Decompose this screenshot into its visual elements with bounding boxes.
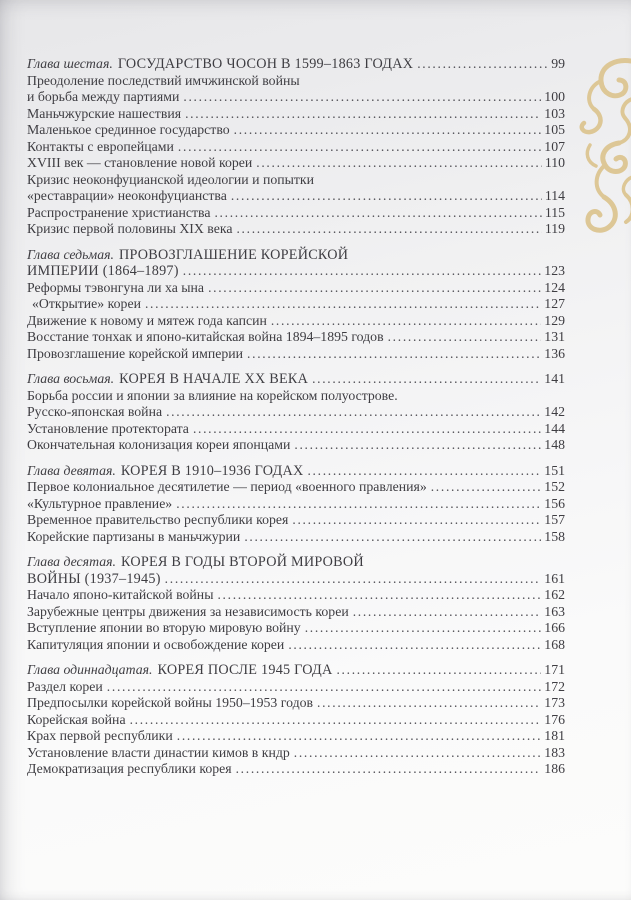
- dot-leader: [177, 728, 542, 745]
- dot-leader: [353, 604, 542, 621]
- page-number: 148: [544, 437, 565, 452]
- page-number: 151: [544, 462, 565, 478]
- chapter-title: КОРЕЯ В 1910–1936 ГОДАХ: [120, 462, 304, 479]
- dot-leader: [178, 139, 541, 156]
- page-number: 107: [544, 138, 565, 154]
- toc-entry-row: [27, 421, 565, 438]
- toc-entry-title: Вступление японии во вторую мировую войну: [27, 620, 301, 635]
- toc-entry-title: Зарубежные центры движения за независимость кореи: [27, 603, 349, 619]
- page-number: 103: [544, 105, 565, 121]
- dot-leader: [288, 637, 541, 654]
- toc-section: [27, 371, 565, 454]
- page-number: 157: [544, 512, 565, 527]
- toc: [27, 56, 565, 787]
- toc-entry-title: Первое колониальное десятилетие — период «военного правления»: [27, 479, 427, 494]
- toc-entry-row: [27, 404, 565, 421]
- page-number: 129: [544, 312, 565, 328]
- page-number: 171: [544, 662, 565, 677]
- toc-entry-title: Контакты с европейцами: [27, 138, 174, 154]
- page-number: 119: [544, 221, 565, 236]
- toc-section: [27, 662, 565, 778]
- chapter-title: ПРОВОЗГЛАШЕНИЕ КОРЕЙСКОЙ: [119, 246, 349, 263]
- toc-entry-row: [27, 89, 565, 106]
- dot-leader: [292, 512, 541, 529]
- page-number: 142: [544, 404, 565, 419]
- page-number: 131: [544, 329, 565, 344]
- dot-leader: [107, 679, 542, 696]
- page-number: 162: [544, 587, 565, 602]
- toc-entry-row: [27, 479, 565, 496]
- dot-leader: [217, 587, 541, 604]
- page-number: 158: [544, 528, 565, 544]
- page-number: 99: [551, 56, 565, 71]
- toc-entry-title: Раздел кореи: [27, 678, 103, 694]
- page-number: 181: [544, 728, 565, 743]
- page-number: 136: [544, 345, 565, 361]
- chapter-title: ИМПЕРИИ (1864–1897): [27, 263, 179, 279]
- page-number: 110: [544, 155, 565, 170]
- toc-entry-row: [27, 728, 565, 745]
- toc-entry-row: [27, 587, 565, 604]
- toc-entry-row: [27, 122, 565, 139]
- toc-entry-title: Установление протектората: [27, 420, 189, 436]
- page-number: 176: [544, 711, 565, 727]
- toc-entry-row: [27, 205, 565, 222]
- toc-entry-row: [27, 313, 565, 330]
- toc-heading-row: [27, 554, 565, 571]
- chapter-label: Глава девятая.: [27, 462, 116, 478]
- page-number: 161: [544, 570, 565, 586]
- chapter-title: ВОЙНЫ (1937–1945): [27, 570, 161, 587]
- chapter-label: Глава восьмая.: [27, 371, 115, 386]
- dot-leader: [166, 404, 541, 421]
- dot-leader: [307, 463, 541, 480]
- toc-entry-row: [27, 529, 565, 546]
- toc-entry-title: Корейские партизаны в маньчжурии: [27, 528, 241, 544]
- dot-leader: [208, 280, 541, 297]
- toc-entry-row: [27, 761, 565, 778]
- toc-entry-row: [27, 155, 565, 172]
- toc-section: [27, 56, 565, 238]
- toc-entry-title: «Открытие» кореи: [32, 296, 141, 311]
- dot-leader: [247, 346, 541, 363]
- toc-entry-title: Временное правительство республики корея: [27, 512, 289, 527]
- toc-entry-title: Движение к новому и мятеж года капсин: [27, 312, 267, 328]
- toc-entry-row: [27, 512, 565, 529]
- toc-entry-title: Русско-японская война: [27, 404, 163, 419]
- toc-entry-row: [27, 437, 565, 454]
- dot-leader: [417, 56, 548, 73]
- page-number: 168: [544, 636, 565, 652]
- dot-leader: [388, 329, 542, 346]
- dot-leader: [234, 122, 542, 139]
- toc-entry-row: [27, 388, 565, 405]
- toc-entry-title: XVIII век — становление новой кореи: [27, 155, 253, 170]
- page-number: 114: [544, 188, 565, 203]
- toc-section: [27, 463, 565, 546]
- dot-leader: [236, 221, 541, 238]
- toc-heading-row: [27, 263, 565, 280]
- chapter-label: Глава десятая.: [27, 554, 116, 569]
- gold-scroll-ornament: [576, 56, 631, 238]
- chapter-title: ГОСУДАРСТВО ЧОСОН В 1599–1863 ГОДАХ: [117, 56, 414, 72]
- toc-entry-row: [27, 604, 565, 621]
- toc-entry-title: Провозглашение корейской империи: [27, 345, 244, 361]
- toc-section: [27, 247, 565, 363]
- toc-heading-row: [27, 463, 565, 480]
- dot-leader: [236, 761, 542, 778]
- toc-entry-title: Восстание тонхак и японо-китайская война 1894–1895 годов: [27, 329, 384, 344]
- toc-entry-title: Кризис неоконфуцианской идеологии и попытки: [27, 171, 314, 187]
- dot-leader: [271, 313, 541, 330]
- chapter-title: КОРЕЯ ПОСЛЕ 1945 ГОДА: [157, 662, 333, 678]
- toc-entry-title: и борьба между партиями: [27, 89, 180, 104]
- dot-leader: [231, 188, 542, 205]
- toc-entry-row: [27, 679, 565, 696]
- toc-entry-row: [27, 73, 565, 90]
- toc-entry-row: [27, 280, 565, 297]
- toc-entry-title: Преодоление последствий имчжинской войны: [27, 72, 300, 88]
- dot-leader: [165, 571, 542, 588]
- dot-leader: [145, 296, 541, 313]
- dot-leader: [185, 106, 541, 123]
- page-number: 105: [544, 122, 565, 137]
- dot-leader: [130, 712, 542, 729]
- dot-leader: [214, 205, 541, 222]
- dot-leader: [183, 89, 541, 106]
- page-number: 172: [544, 678, 565, 694]
- page-number: 156: [544, 495, 565, 511]
- toc-heading-row: [27, 571, 565, 588]
- dot-leader: [183, 263, 542, 280]
- toc-heading-row: [27, 56, 565, 73]
- page-number: 124: [544, 279, 565, 295]
- chapter-title: КОРЕЯ В НАЧАЛЕ XX ВЕКА: [119, 371, 309, 387]
- dot-leader: [431, 479, 542, 496]
- toc-entry-title: «Культурное правление»: [27, 495, 173, 511]
- dot-leader: [256, 155, 542, 172]
- toc-heading-row: [27, 662, 565, 679]
- toc-entry-title: Реформы тэвонгуна ли ха ына: [27, 279, 205, 295]
- toc-entry-title: Начало японо-китайской войны: [27, 587, 214, 602]
- toc-entry-title: Кризис первой половины XIX века: [27, 221, 233, 236]
- dot-leader: [312, 371, 541, 388]
- page-number: 123: [544, 263, 565, 278]
- page-number: 183: [544, 744, 565, 760]
- toc-heading-row: [27, 247, 565, 264]
- toc-entry-row: [27, 139, 565, 156]
- toc-entry-row: [27, 637, 565, 654]
- toc-entry-row: [27, 695, 565, 712]
- toc-entry-title: Окончательная колонизация кореи японцами: [27, 437, 291, 452]
- page-number: 173: [544, 695, 565, 710]
- chapter-title: КОРЕЯ В ГОДЫ ВТОРОЙ МИРОВОЙ: [120, 554, 364, 570]
- toc-entry-title: Капитуляция японии и освобождение кореи: [27, 636, 285, 652]
- toc-heading-row: [27, 371, 565, 388]
- toc-entry-title: Установление власти династии кимов в кндр: [27, 744, 290, 760]
- page-number: 166: [544, 620, 565, 635]
- toc-entry-title: Демократизация республики корея: [27, 761, 232, 776]
- dot-leader: [294, 437, 541, 454]
- chapter-label: Глава шестая.: [27, 56, 113, 71]
- toc-entry-row: [27, 496, 565, 513]
- toc-entry-row: [27, 346, 565, 363]
- page-number: 163: [544, 603, 565, 619]
- toc-entry-title: Предпосылки корейской войны 1950–1953 годов: [27, 695, 314, 710]
- toc-entry-title: Корейская война: [27, 711, 126, 727]
- toc-entry-row: [27, 106, 565, 123]
- toc-entry-row: [27, 172, 565, 189]
- dot-leader: [317, 695, 541, 712]
- dot-leader: [193, 421, 541, 438]
- toc-entry-title: Распространение христианства: [27, 204, 211, 220]
- dot-leader: [244, 529, 541, 546]
- page-number: 186: [544, 761, 565, 776]
- toc-entry-row: [27, 296, 565, 313]
- toc-entry-title: Борьба россии и японии за влияние на корейском полуострове.: [27, 387, 398, 403]
- dot-leader: [294, 745, 542, 762]
- dot-leader: [176, 496, 541, 513]
- toc-entry-row: [27, 712, 565, 729]
- toc-entry-title: Маленькое срединное государство: [27, 122, 230, 137]
- dot-leader: [305, 620, 542, 637]
- page-number: 115: [544, 204, 565, 220]
- toc-entry-title: «реставрации» неоконфуцианства: [27, 188, 227, 203]
- chapter-label: Глава одиннадцатая.: [27, 662, 153, 677]
- toc-entry-row: [27, 221, 565, 238]
- page-number: 144: [544, 420, 565, 436]
- toc-entry-row: [27, 329, 565, 346]
- toc-entry-row: [27, 620, 565, 637]
- page-number: 152: [544, 479, 565, 494]
- toc-entry-title: Маньчжурские нашествия: [27, 105, 182, 121]
- toc-section: [27, 554, 565, 653]
- page-number: 141: [544, 371, 565, 386]
- chapter-label: Глава седьмая.: [27, 246, 114, 262]
- page-number: 127: [544, 296, 565, 311]
- page-number: 100: [544, 89, 565, 104]
- toc-entry-row: [27, 745, 565, 762]
- toc-entry-title: Крах первой республики: [27, 728, 173, 743]
- dot-leader: [336, 662, 541, 679]
- toc-entry-row: [27, 188, 565, 205]
